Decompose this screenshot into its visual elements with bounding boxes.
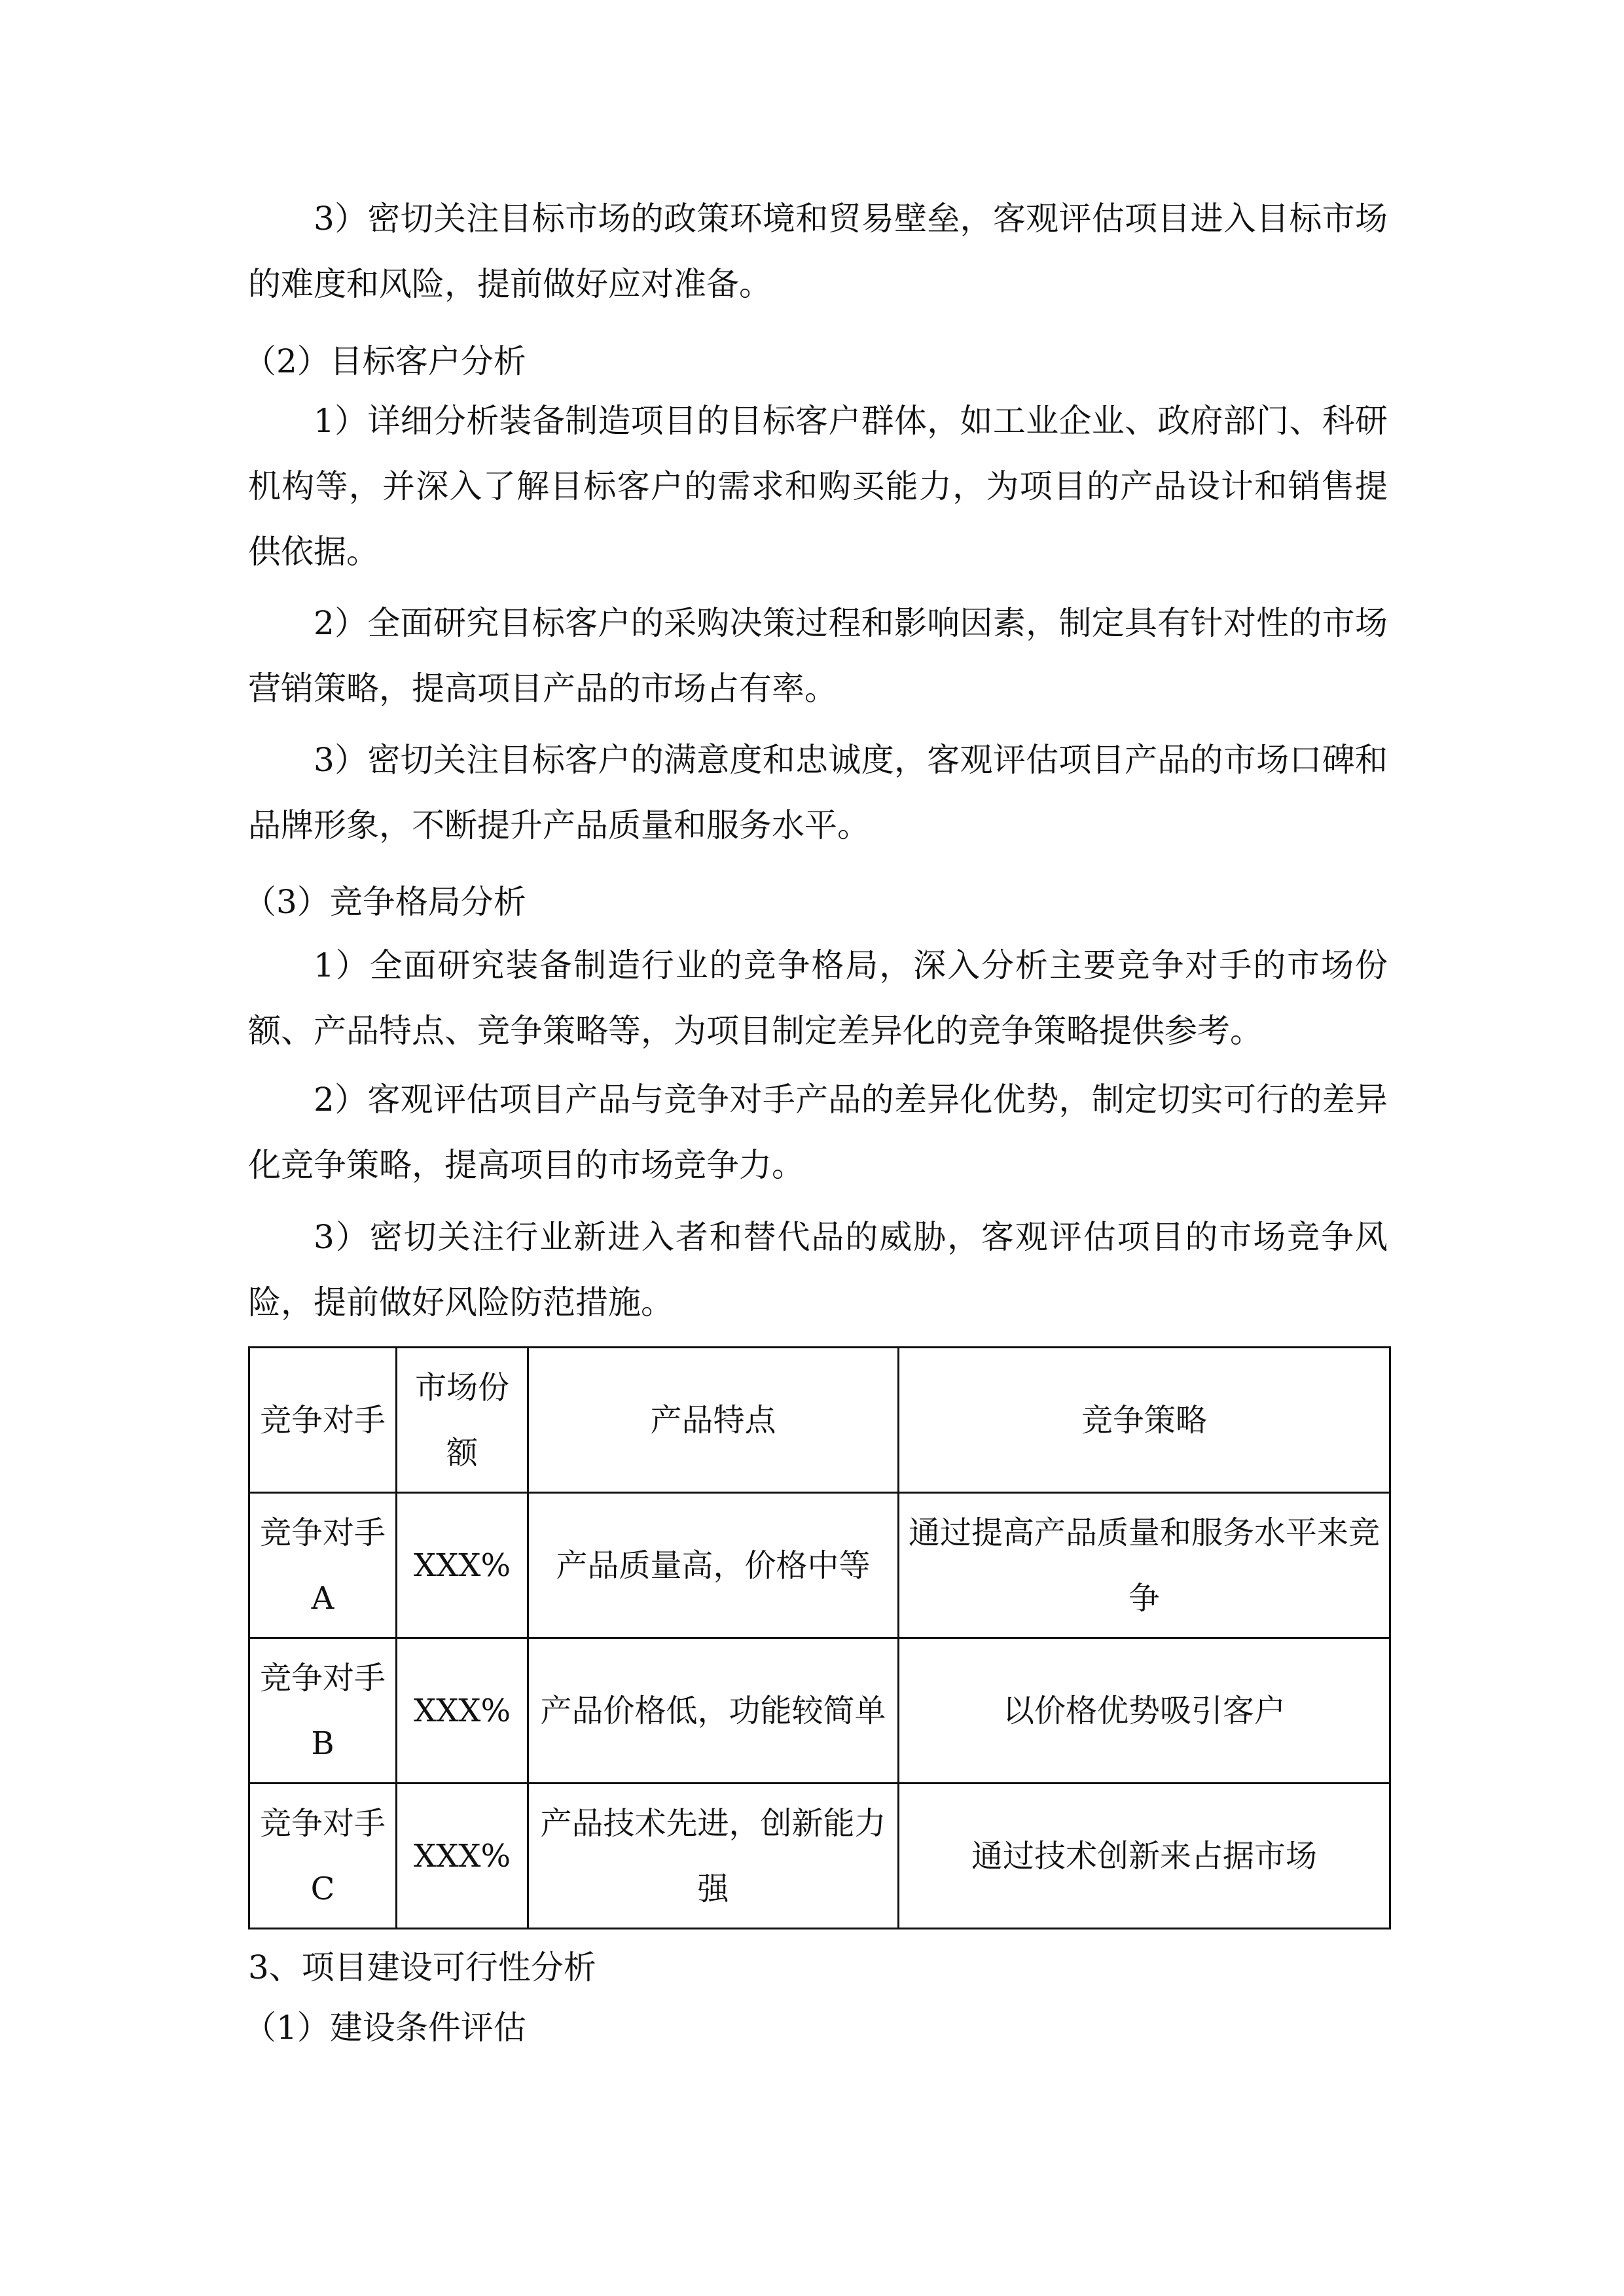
table-header-row (249, 1348, 1390, 1493)
table-cell: 通过技术创新来占据市场 (899, 1784, 1390, 1929)
header-cell: 竞争策略 (899, 1348, 1390, 1493)
table-cell: 产品价格低，功能较简单 (528, 1638, 899, 1784)
paragraph-customer-1: 1）详细分析装备制造项目的目标客户群体，如工业企业、政府部门、科研机构等，并深入了解目标客户的需求和购买能力，为项目的产品设计和销售提供依据。 (248, 402, 1388, 571)
heading-target-customer: （2）目标客户分析 (244, 342, 526, 380)
table-row (249, 1493, 1390, 1638)
table-cell: 竞争对手A (249, 1493, 397, 1638)
paragraph-customer-2: 2）全面研究目标客户的采购决策过程和影响因素，制定具有针对性的市场营销策略，提高项目产品的市场占有率。 (248, 604, 1388, 708)
table-cell: 竞争对手B (249, 1638, 397, 1784)
table-cell: XXX% (397, 1638, 528, 1784)
heading-section-3: 3、项目建设可行性分析 (248, 1948, 596, 1986)
header-cell: 产品特点 (528, 1348, 899, 1493)
paragraph-customer-3: 3）密切关注目标客户的满意度和忠诚度，客观评估项目产品的市场口碑和品牌形象，不断提升产品质量和服务水平。 (248, 741, 1388, 844)
table-cell: 产品质量高，价格中等 (528, 1493, 899, 1638)
header-cell: 市场份额 (397, 1348, 528, 1493)
paragraph-competition-3: 3）密切关注行业新进入者和替代品的威胁，客观评估项目的市场竞争风险，提前做好风险防范措施。 (248, 1218, 1388, 1321)
heading-construction-conditions: （1）建设条件评估 (244, 2009, 526, 2047)
heading-competition: （3）竞争格局分析 (244, 883, 526, 921)
table-cell: XXX% (397, 1493, 528, 1638)
table-row (249, 1784, 1390, 1929)
table-cell: 通过提高产品质量和服务水平来竞争 (899, 1493, 1390, 1638)
table-cell: XXX% (397, 1784, 528, 1929)
table-cell: 产品技术先进，创新能力强 (528, 1784, 899, 1929)
table-cell: 以价格优势吸引客户 (899, 1638, 1390, 1784)
paragraph-competition-2: 2）客观评估项目产品与竞争对手产品的差异化优势，制定切实可行的差异化竞争策略，提高项目的市场竞争力。 (248, 1081, 1388, 1184)
paragraph-competition-1: 1）全面研究装备制造行业的竞争格局，深入分析主要竞争对手的市场份额、产品特点、竞争策略等，为项目制定差异化的竞争策略提供参考。 (248, 946, 1388, 1050)
header-cell: 竞争对手 (249, 1348, 397, 1493)
competitor-table (248, 1346, 1391, 1929)
table-row (249, 1638, 1390, 1784)
paragraph-market-3: 3）密切关注目标市场的政策环境和贸易壁垒，客观评估项目进入目标市场的难度和风险，提前做好应对准备。 (248, 200, 1388, 303)
table-cell: 竞争对手C (249, 1784, 397, 1929)
